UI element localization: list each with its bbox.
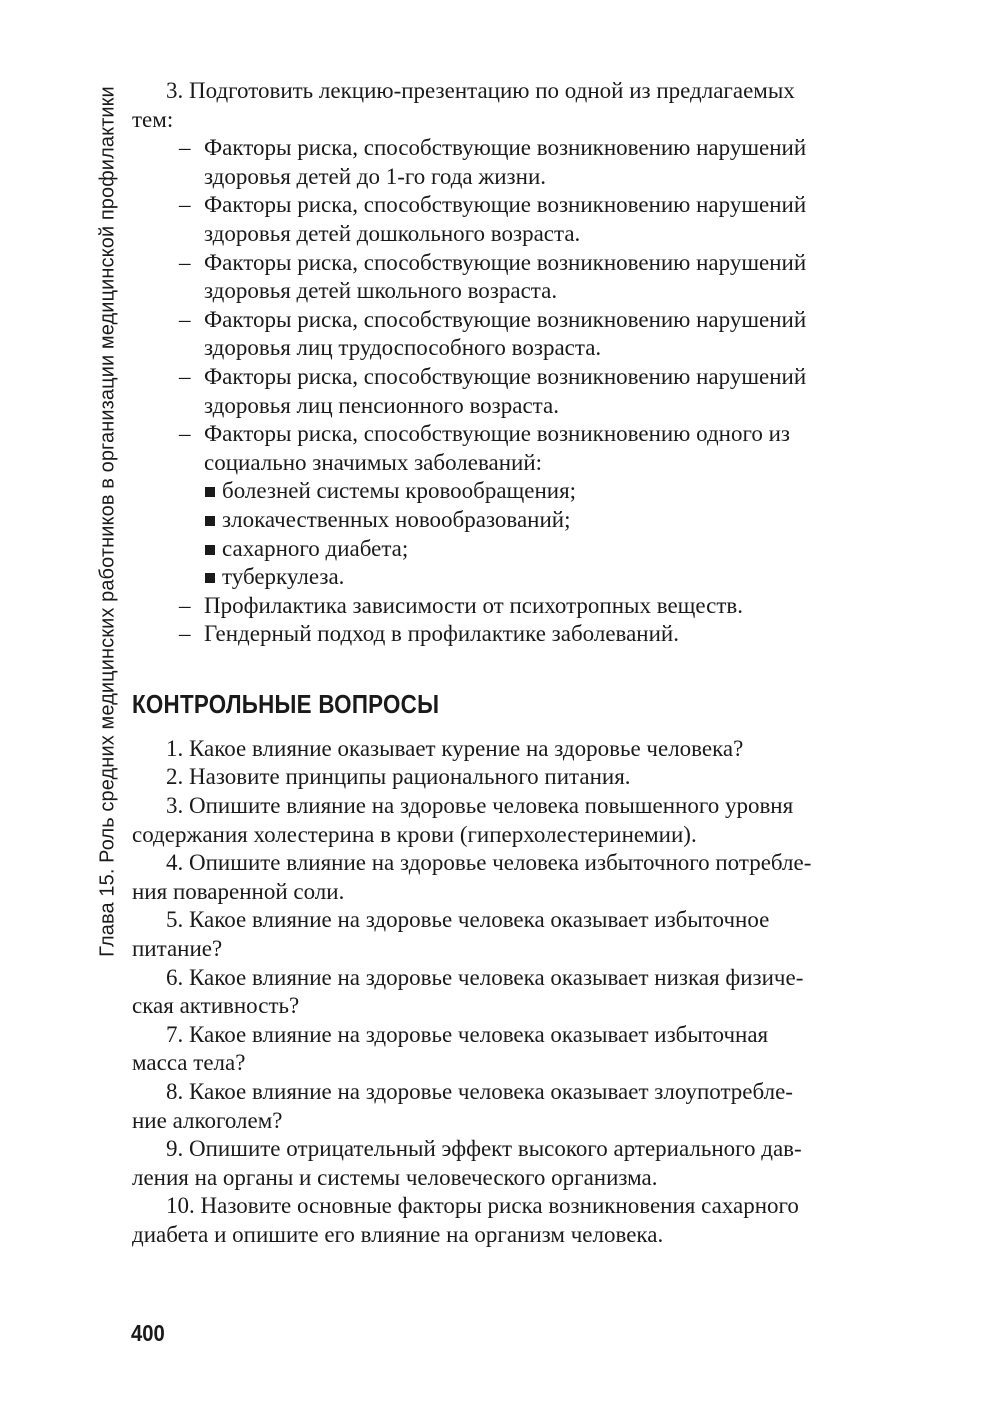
- running-head: Глава 15. Роль средних медицинских работников в организации медицинской профилактики: [96, 86, 119, 957]
- disease-item: болезней системы кровообращения;: [132, 477, 904, 506]
- question-item: 1. Какое влияние оказывает курение на здоровье человека?: [166, 735, 744, 761]
- question-item: 3. Опишите влияние на здоровье человека повышенного уровня содержания холестерина в крови (гиперхолестеринемии).: [132, 793, 794, 847]
- question-item: 10. Назовите основные факторы риска возникновения сахарного диабета и опишите его влияние на организм человека.: [132, 1193, 799, 1247]
- question-item: 4. Опишите влияние на здоровье человека избыточного потребле- ния поваренной соли.: [132, 850, 812, 904]
- topic-item: – Факторы риска, способствующие возникновению нарушений здоровья детей до 1-го года жизни.: [132, 134, 904, 191]
- dash-mark: –: [179, 621, 191, 647]
- question-item: 7. Какое влияние на здоровье человека оказывает избыточная масса тела?: [132, 1021, 769, 1076]
- disease-item: сахарного диабета;: [132, 535, 904, 564]
- dash-mark: –: [179, 249, 191, 275]
- page-body: [132, 77, 904, 1250]
- dash-mark: –: [179, 421, 191, 447]
- topic-item: – Факторы риска, способствующие возникновению нарушений здоровья детей дошкольного возраста.: [132, 191, 904, 248]
- dash-mark: –: [179, 363, 191, 389]
- dash-mark: –: [179, 306, 191, 332]
- square-bullet-icon: [204, 535, 222, 564]
- section-heading: КОНТРОЛЬНЫЕ ВОПРОСЫ: [132, 688, 440, 719]
- disease-item: туберкулеза.: [132, 563, 904, 592]
- topic-item: – Факторы риска, способствующие возникновению нарушений здоровья лиц трудоспособного возраста.: [132, 306, 904, 363]
- topic-item: – Факторы риска, способствующие возникновению нарушений здоровья лиц пенсионного возраста.: [132, 363, 904, 420]
- question-item: 5. Какое влияние на здоровье человека оказывает избыточное питание?: [132, 907, 770, 962]
- topic-item: – Факторы риска, способствующие возникновению одного из социально значимых заболеваний:: [132, 420, 904, 477]
- question-item: 9. Опишите отрицательный эффект высокого артериального дав- ления на органы и системы человеческого организма.: [132, 1136, 802, 1190]
- question-item: 2. Назовите принципы рационального питания.: [166, 764, 631, 790]
- square-bullet-icon: [204, 506, 222, 535]
- topic-item: – Профилактика зависимости от психотропных веществ.: [132, 592, 904, 621]
- topic-item: – Факторы риска, способствующие возникновению нарушений здоровья детей школьного возраста.: [132, 249, 904, 306]
- task-intro: 3. Подготовить лекцию-презентацию по одной из предлагаемых тем:: [132, 78, 795, 132]
- question-item: 6. Какое влияние на здоровье человека оказывает низкая физиче- ская активность?: [132, 964, 804, 1019]
- page-number: 400: [131, 1320, 165, 1346]
- square-bullet-icon: [204, 563, 222, 592]
- question-item: 8. Какое влияние на здоровье человека оказывает злоупотребле- ние алкоголем?: [132, 1079, 793, 1133]
- dash-mark: –: [179, 135, 191, 161]
- dash-mark: –: [179, 192, 191, 218]
- dash-mark: –: [179, 592, 191, 618]
- square-bullet-icon: [204, 477, 222, 506]
- topic-item: – Гендерный подход в профилактике заболеваний.: [132, 620, 904, 649]
- disease-item: злокачественных новообразований;: [132, 506, 904, 535]
